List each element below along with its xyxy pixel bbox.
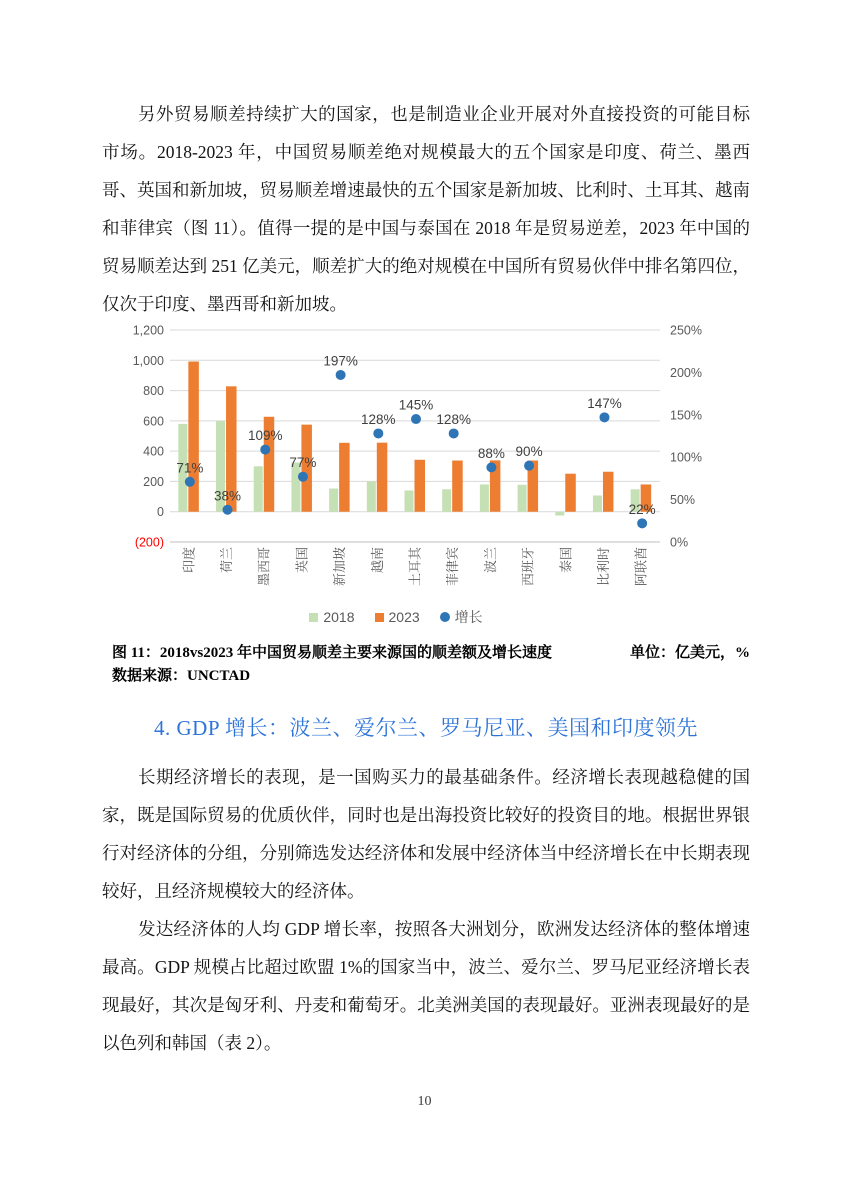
svg-text:90%: 90% xyxy=(515,444,543,460)
paragraph-gdp-regions: 发达经济体的人均 GDP 增长率，按照各大洲划分，欧洲发达经济体的整体增速最高。GDP 规模占比超过欧盟 1%的国家当中，波兰、爱尔兰、罗马尼亚经济增长表现最好，其次是匈牙利、丹麦和葡萄牙。北美洲美国的表现最好。亚洲表现最好的是以色列和韩国（表 2）。 xyxy=(102,919,750,1053)
category-label: 菲律宾 xyxy=(445,547,461,587)
figure-11 xyxy=(130,323,722,626)
category-label: 英国 xyxy=(294,547,310,574)
svg-text:1,000: 1,000 xyxy=(132,353,164,368)
legend-square-icon xyxy=(375,613,384,622)
page-content xyxy=(102,95,750,1062)
svg-text:71%: 71% xyxy=(176,460,204,476)
svg-text:0: 0 xyxy=(157,505,164,520)
category-label: 阿联酋 xyxy=(633,547,649,587)
svg-text:250%: 250% xyxy=(670,323,702,338)
svg-text:88%: 88% xyxy=(477,445,505,461)
category-label: 越南 xyxy=(369,547,385,574)
figure-caption-unit: 单位：亿美元，% xyxy=(629,645,750,661)
category-label: 波兰 xyxy=(482,547,498,574)
legend-item-2023 xyxy=(375,609,420,625)
svg-text:0%: 0% xyxy=(670,535,689,550)
svg-text:38%: 38% xyxy=(214,488,242,504)
svg-text:200%: 200% xyxy=(670,365,702,380)
legend-item-增长 xyxy=(440,607,483,627)
svg-text:50%: 50% xyxy=(670,493,696,508)
svg-text:800: 800 xyxy=(143,384,164,399)
trade-surplus-chart xyxy=(130,323,722,601)
category-label: 泰国 xyxy=(558,547,574,574)
paragraph-trade-surplus: 另外贸易顺差持续扩大的国家，也是制造业企业开展对外直接投资的可能目标市场。2018-2023 年，中国贸易顺差绝对规模最大的五个国家是印度、荷兰、墨西哥、英国和新加坡，贸易顺差增速最快的五个国家是新加坡、比利时、土耳其、越南和菲律宾（图 11）。值得一提的是中国与泰国在 2018 年是贸易逆差，2023 年中国的贸易顺差达到 251 亿美元，顺差扩大的绝对规模在中国所有贸易伙伴中排名第四位，仅次于印度、墨西哥和新加坡。 xyxy=(102,104,750,314)
legend-dot-icon xyxy=(440,612,450,622)
category-label: 西班牙 xyxy=(520,547,536,587)
figure-caption xyxy=(112,642,750,665)
svg-text:22%: 22% xyxy=(628,501,656,517)
category-label: 墨西哥 xyxy=(256,547,272,587)
svg-text:(200): (200) xyxy=(134,535,164,550)
section-heading-gdp: 4. GDP 增长：波兰、爱尔兰、罗马尼亚、美国和印度领先 xyxy=(154,716,698,740)
figure-caption-title: 图 11：2018vs2023 年中国贸易顺差主要来源国的顺差额及增长速度 xyxy=(112,645,553,661)
svg-text:145%: 145% xyxy=(398,397,434,413)
legend-square-icon xyxy=(309,613,318,622)
svg-text:128%: 128% xyxy=(436,411,471,427)
svg-text:100%: 100% xyxy=(670,450,702,465)
category-label: 比利时 xyxy=(595,547,611,587)
figure-source: 数据来源：UNCTAD xyxy=(112,668,251,684)
svg-text:200: 200 xyxy=(143,474,164,489)
svg-text:147%: 147% xyxy=(587,395,622,411)
category-label: 新加坡 xyxy=(332,547,348,587)
paragraph-gdp-intro: 长期经济增长的表现，是一国购买力的最基础条件。经济增长表现越稳健的国家，既是国际贸易的优质伙伴，同时也是出海投资比较好的投资目的地。根据世界银行对经济体的分组，分别筛选发达经济体和发展中经济体当中经济增长在中长期表现较好，且经济规模较大的经济体。 xyxy=(102,767,750,901)
svg-text:150%: 150% xyxy=(670,408,702,423)
chart-legend xyxy=(130,608,662,626)
category-label: 土耳其 xyxy=(407,547,423,587)
svg-text:128%: 128% xyxy=(361,411,396,427)
svg-text:1,200: 1,200 xyxy=(132,323,164,338)
svg-text:109%: 109% xyxy=(247,428,283,444)
legend-label: 增长 xyxy=(454,609,483,625)
svg-text:197%: 197% xyxy=(323,353,358,369)
svg-text:400: 400 xyxy=(143,444,164,459)
category-label: 荷兰 xyxy=(219,547,235,574)
svg-text:77%: 77% xyxy=(289,455,317,471)
category-label: 印度 xyxy=(181,547,197,574)
svg-text:600: 600 xyxy=(143,414,164,429)
legend-item-2018 xyxy=(309,609,354,625)
legend-label: 2023 xyxy=(388,609,420,625)
legend-label: 2018 xyxy=(323,609,355,625)
page-number: 10 xyxy=(417,1094,432,1109)
